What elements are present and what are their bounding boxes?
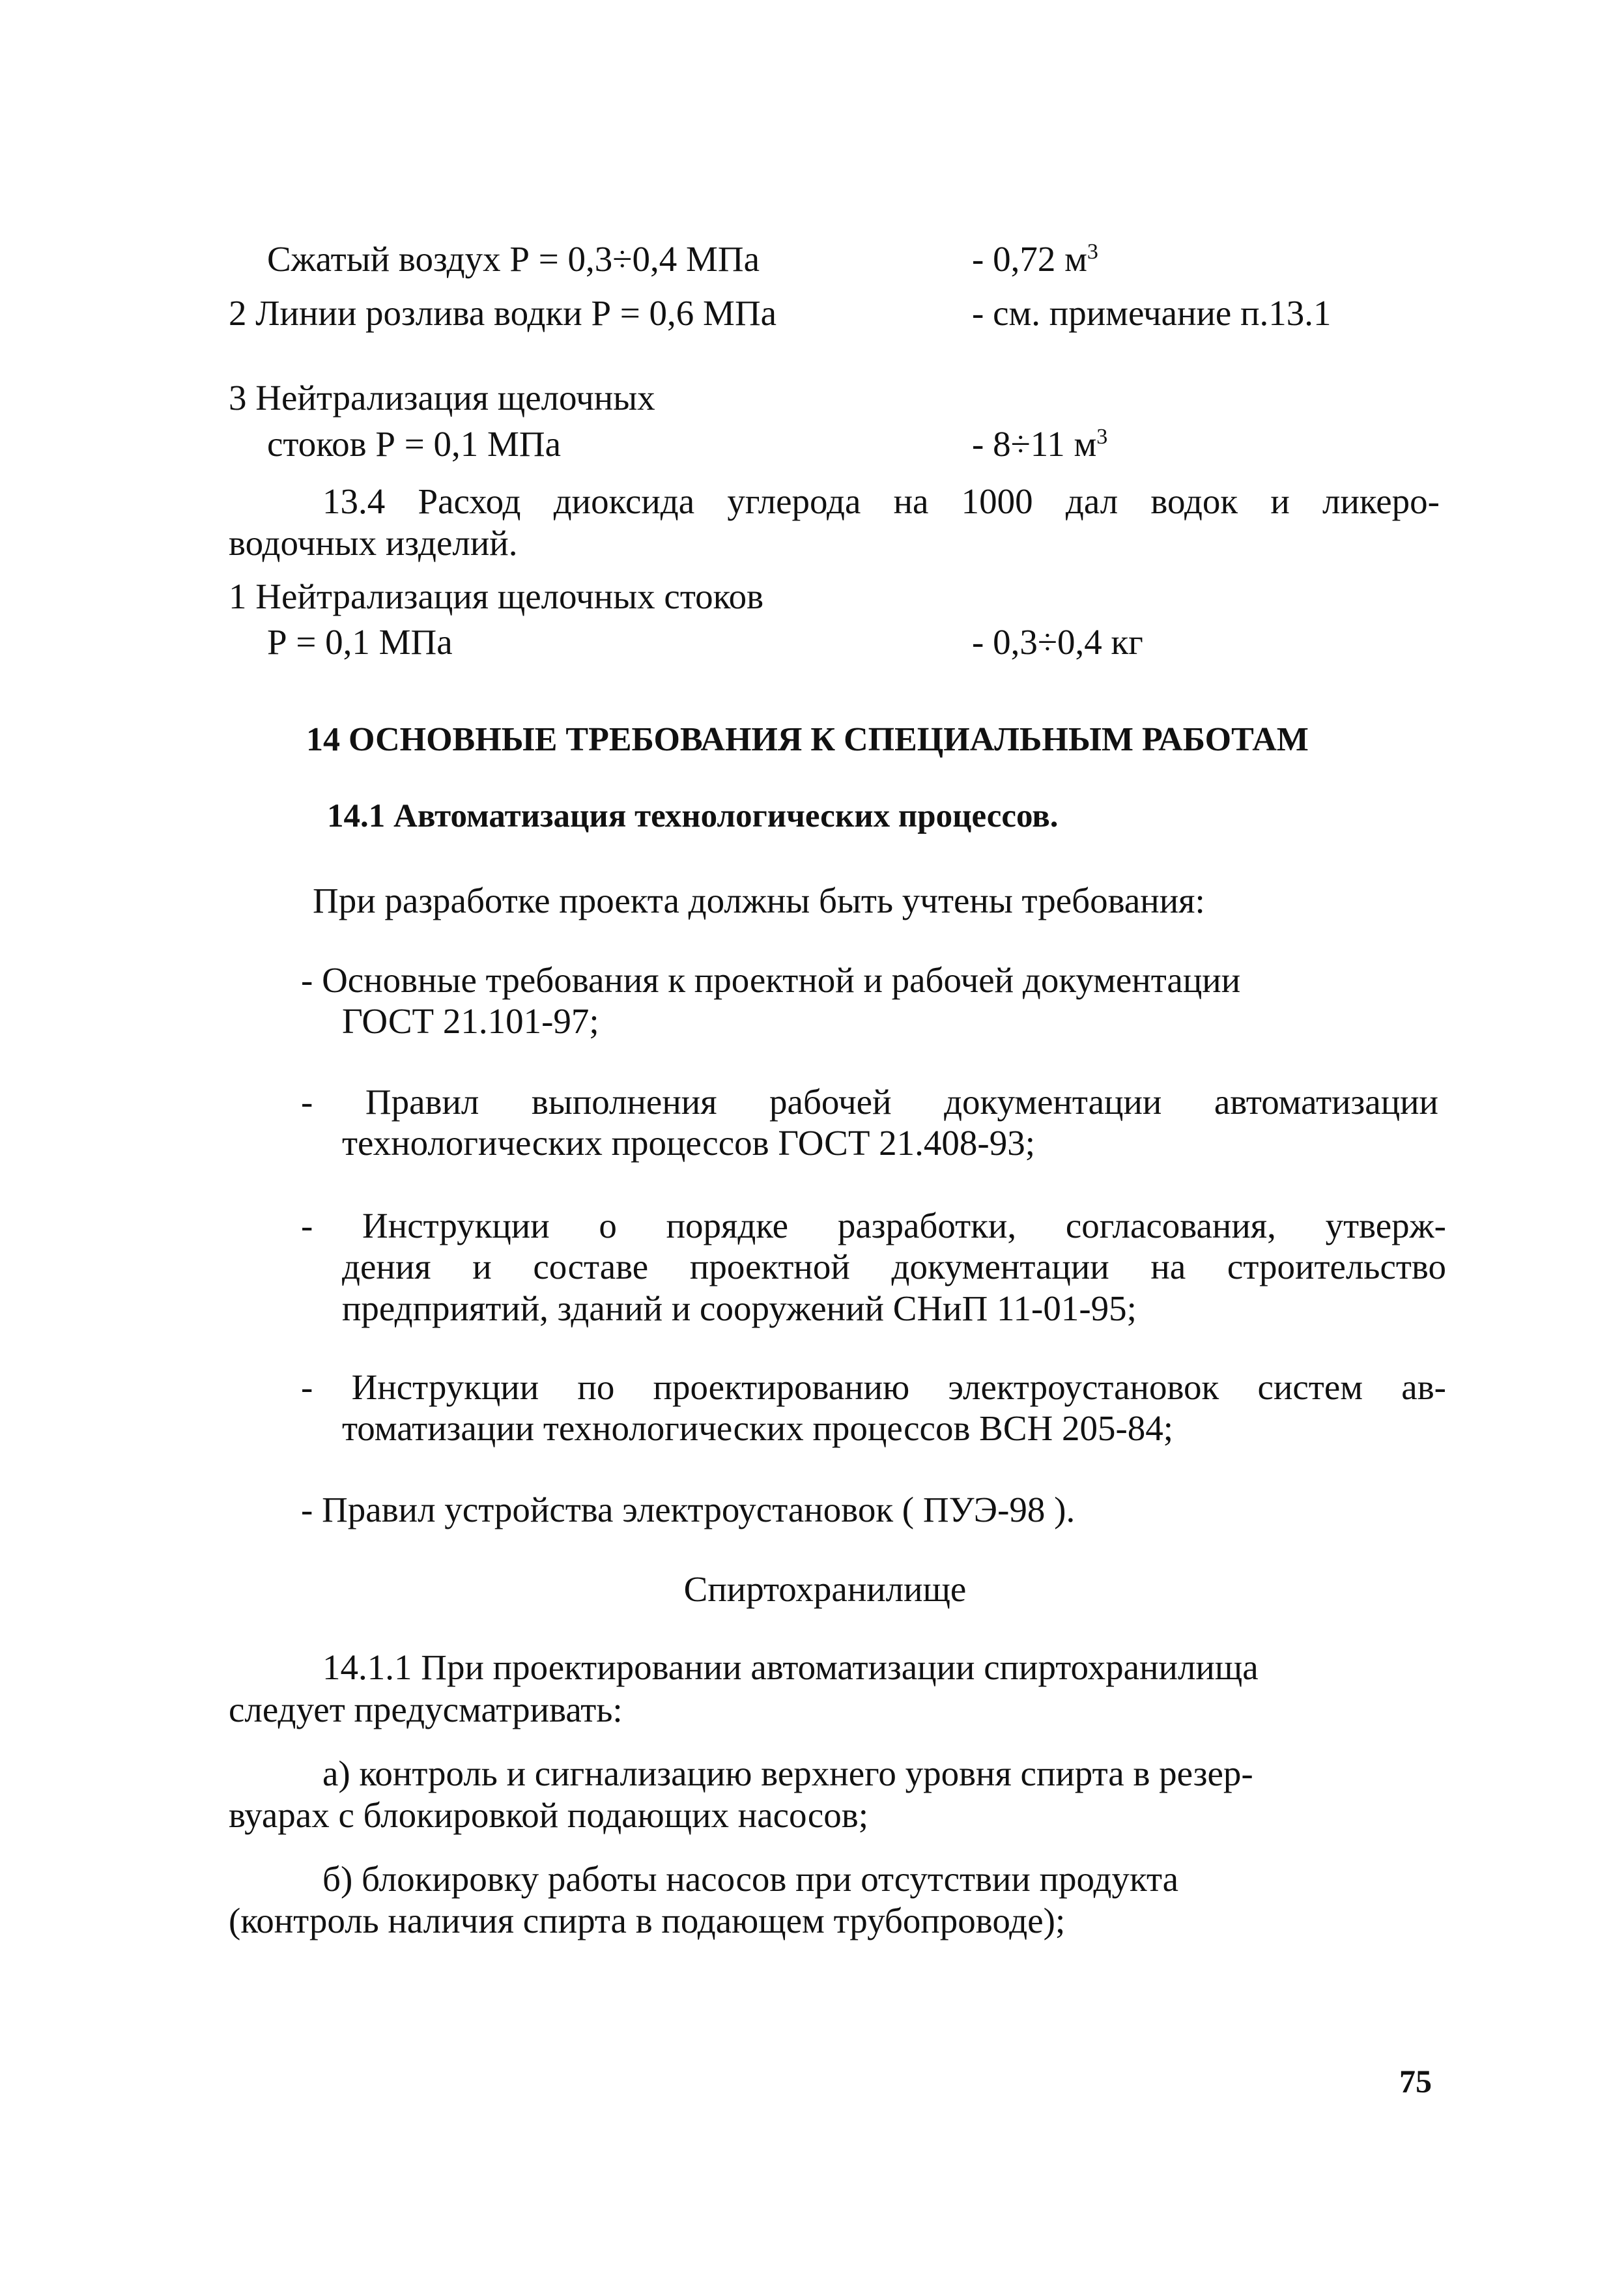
requirement-4-line1: - Инструкции по проектированию электроустановок систем ав- [301,1367,1446,1407]
requirement-2-line2: технологических процессов ГОСТ 21.408-93; [342,1123,1036,1163]
para-a-line1: а) контроль и сигнализацию верхнего уровня спирта в резер- [322,1754,1253,1793]
requirement-1-line1: - Основные требования к проектной и рабочей документации [301,960,1241,1000]
para-b-line1: б) блокировку работы насосов при отсутствии продукта [322,1859,1179,1899]
item-air-value: - 0,72 $м^3$ [972,239,1098,279]
item-filling-label: 2 Линии розлива водки Р = 0,6 МПа [229,293,777,333]
item-neutral-value: - 8÷11 $м^3$ [972,424,1108,464]
para-a-line2: вуарах с блокировкой подающих насосов; [229,1795,869,1835]
item-co2-label-line2: Р = 0,1 МПа [267,622,453,662]
requirement-4-line2: томатизации технологических процессов ВСН 205-84; [342,1408,1174,1448]
item-filling-value: - см. примечание п.13.1 [972,293,1332,333]
subsection-heading: 14.1 Автоматизация технологических процессов. [327,798,1059,834]
para-13-4-line1: 13.4 Расход диоксида углерода на 1000 дал водок и ликеро- [322,481,1440,521]
requirement-2-line1: - Правил выполнения рабочей документации автоматизации [301,1082,1438,1122]
item-neutral-label-line1: 3 Нейтрализация щелочных [229,378,655,418]
requirement-1-line2: ГОСТ 21.101-97; [342,1001,599,1041]
requirement-3-line3: предприятий, зданий и сооружений СНиП 11-01-95; [342,1288,1137,1328]
requirement-3-line2: дения и составе проектной документации на строительство [342,1247,1446,1286]
para-b-line2: (контроль наличия спирта в подающем трубопроводе); [229,1901,1066,1940]
requirement-3-line1: - Инструкции о порядке разработки, согласования, утверж- [301,1206,1446,1245]
item-air-label: Сжатый воздух Р = 0,3÷0,4 МПа [267,239,760,279]
item-neutral-label-line2: стоков Р = 0,1 МПа [267,424,562,464]
unit-superscript: 3 [1087,240,1098,264]
para-14-1-1-line1: 14.1.1 При проектировании автоматизации спиртохранилища [322,1647,1259,1687]
requirement-5-line1: - Правил устройства электроустановок ( ПУЭ-98 ). [301,1490,1076,1529]
item-co2-value: - 0,3÷0,4 кг [972,622,1143,662]
page-number: 75 [1399,2063,1432,2099]
unit-superscript: 3 [1096,425,1108,449]
para-14-1-1-line2: следует предусматривать: [229,1690,623,1729]
intro-text: При разработке проекта должны быть учтены требования: [313,881,1205,920]
para-13-4-line2: водочных изделий. [229,523,518,563]
centered-title: Спиртохранилище [683,1569,967,1609]
section-heading: 14 ОСНОВНЫЕ ТРЕБОВАНИЯ К СПЕЦИАЛЬНЫМ РАБОТАМ [306,721,1309,758]
item-co2-label-line1: 1 Нейтрализация щелочных стоков [229,576,764,616]
